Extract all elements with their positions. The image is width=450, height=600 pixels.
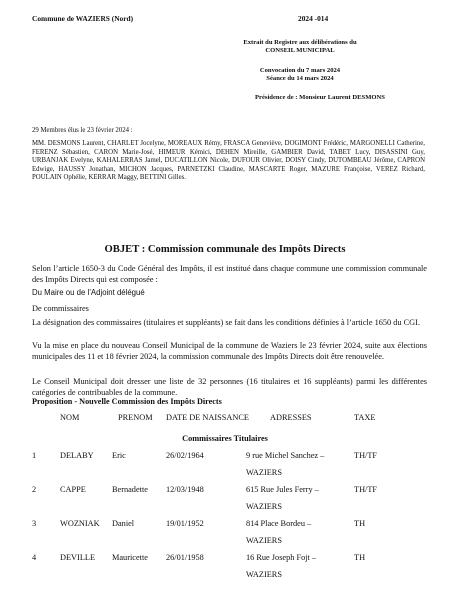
row-4-taxe: TH: [354, 553, 366, 562]
row-3-taxe: TH: [354, 519, 366, 528]
header-taxe: TAXE: [354, 413, 376, 422]
header-adresses: ADRESSES: [270, 413, 312, 422]
paragraph-article: Selon l’article 1650-3 du Code Général des Impôts, il est institué dans chaque commune une commission communale des Impôts Directs qui est composée :: [32, 264, 427, 284]
row-4-date: 26/01/1958: [166, 553, 204, 562]
row-4-ville: WAZIERS: [246, 570, 282, 579]
paragraph-designation: La désignation des commissaires (titulaires et suppléants) se fait dans les conditions définies à l’article 1650 du CGI.: [32, 318, 421, 327]
row-1-nom: DELABY: [60, 451, 94, 460]
row-3-nom: WOZNIAK: [60, 519, 100, 528]
row-3-prenom: Daniel: [112, 519, 135, 528]
row-3-date: 19/01/1952: [166, 519, 204, 528]
header-date: DATE DE NAISSANCE: [166, 413, 249, 422]
row-1-ville: WAZIERS: [246, 468, 282, 477]
members-intro: 29 Membres élus le 23 février 2024 :: [32, 127, 133, 134]
row-4-num: 4: [32, 553, 37, 562]
members-list: MM. DESMONS Laurent, CHARLET Jocelyne, MOREAUX Rémy, FRASCA Geneviève, DOGIMONT Frédéric, MARGONELLI Catherine, FERENZ Sébastien, CARON Marie-José, HIMEUR Kémici, DEHEN Mireille, GAMBIER David, TABET Lucy, DISASSINI Guy, URBANJAK Evelyne, KAHALERRAS Jamel, DUCATILLON Nicole, DUFOUR Olivier, DOISY Cindy, DUTOMBEAU Jérôme, CAPRON Edwige, HAUSSY Jonathan, MICHON Jacques, PARNETZKI Claudine, MASCARTE Roger, MAZURE Françoise, VEREZ Richard, POULAIN Ophélie, KERRAR Maggy, BETTINI Gilles.: [32, 140, 425, 182]
objet-title: OBJET : Commission communale des Impôts Directs: [104, 244, 346, 255]
deliberation-reference: 2024 -014: [298, 14, 329, 23]
paragraph-liste: Le Conseil Municipal doit dresser une liste de 32 personnes (16 titulaires et 16 suppléants) parmi les différentes catégories de contribuables de la commune.: [32, 377, 427, 397]
paragraph-commissaires: De commissaires: [32, 304, 89, 313]
header-nom: NOM: [60, 413, 80, 422]
row-4-nom: DEVILLE: [60, 553, 96, 562]
row-3-num: 3: [32, 519, 37, 528]
header-prenom: PRENOM: [118, 413, 153, 422]
row-2-ville: WAZIERS: [246, 502, 282, 511]
commune-header: Commune de WAZIERS (Nord): [32, 14, 134, 23]
row-3-adresse: 814 Place Bordeu –: [246, 519, 312, 528]
paragraph-maire: Du Maire ou de l’Adjoint délégué: [32, 288, 145, 297]
seance-date: Séance du 14 mars 2024: [266, 75, 334, 82]
extract-line-1: Extrait du Registre aux délibérations du: [243, 39, 357, 46]
presidence: Présidence de : Monsieur Laurent DESMONS: [255, 94, 385, 101]
row-2-date: 12/03/1948: [166, 485, 204, 494]
paragraph-conseil: Vu la mise en place du nouveau Conseil Municipal de la commune de Waziers le 23 février 2024, suite aux élections municipales des 11 et 18 février 2024, la commission communale des Impôts Directs doit être renouvelée.: [32, 341, 427, 361]
row-2-nom: CAPPE: [60, 485, 86, 494]
row-2-prenom: Bernadette: [112, 485, 148, 494]
row-1-adresse: 9 rue Michel Sanchez –: [246, 451, 325, 460]
proposal-title: Proposition - Nouvelle Commission des Impôts Directs: [32, 397, 222, 406]
row-1-num: 1: [32, 451, 37, 460]
row-3-ville: WAZIERS: [246, 536, 282, 545]
section-titulaires: Commissaires Titulaires: [182, 434, 268, 443]
row-2-taxe: TH/TF: [354, 485, 378, 494]
row-1-date: 26/02/1964: [166, 451, 204, 460]
row-1-prenom: Eric: [112, 451, 126, 460]
row-4-adresse: 16 Rue Joseph Fojt –: [246, 553, 317, 562]
row-1-taxe: TH/TF: [354, 451, 378, 460]
row-2-adresse: 615 Rue Jules Ferry –: [246, 485, 319, 494]
extract-line-2: CONSEIL MUNICIPAL: [265, 47, 335, 54]
convocation-date: Convocation du 7 mars 2024: [259, 67, 341, 74]
row-4-prenom: Mauricette: [112, 553, 148, 562]
row-2-num: 2: [32, 485, 37, 494]
